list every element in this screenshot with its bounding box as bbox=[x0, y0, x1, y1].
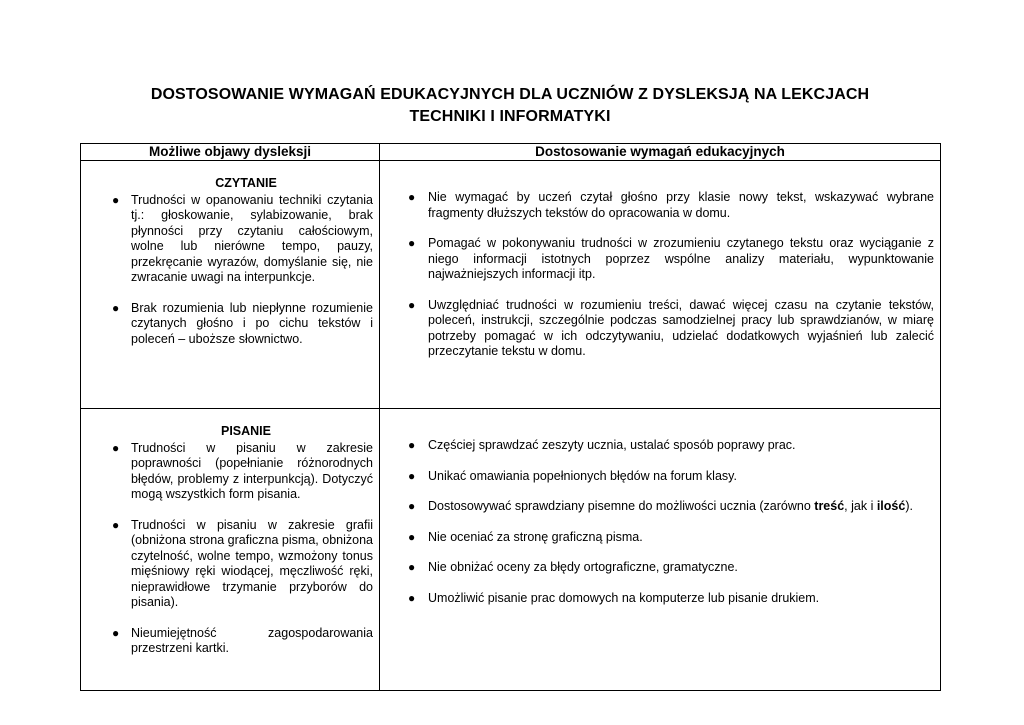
emphasis-content: treść bbox=[814, 499, 845, 513]
bullet-icon: ● bbox=[408, 468, 416, 483]
requirements-table bbox=[80, 143, 941, 691]
bullet-icon: ● bbox=[112, 192, 120, 207]
list-item: ● Trudności w pisaniu w zakresie grafii (obniżona strona graficzna pisma, obniżona czytelność, wolne tempo, wzmożony tonus mięśniowy ręki wiodącej, męczliwość ręki, nieprawidłowe trzymanie przyborów do pisania). bbox=[112, 517, 373, 609]
document-title bbox=[80, 84, 940, 128]
table-row-writing bbox=[81, 409, 941, 691]
reading-adjustments-cell bbox=[380, 161, 941, 409]
bullet-icon: ● bbox=[408, 560, 416, 574]
table-header-row bbox=[81, 144, 941, 161]
title-line-1: DOSTOSOWANIE WYMAGAŃ EDUKACYJNYCH DLA UCZNIÓW Z DYSLEKSJĄ NA LEKCJACH bbox=[150, 86, 870, 103]
bullet-icon: ● bbox=[112, 625, 120, 640]
writing-symptoms-list bbox=[89, 441, 373, 657]
bullet-icon: ● bbox=[408, 590, 416, 605]
bullet-icon: ● bbox=[408, 297, 416, 312]
bullet-icon: ● bbox=[112, 440, 120, 455]
bullet-icon: ● bbox=[408, 438, 416, 452]
bullet-icon: ● bbox=[112, 300, 120, 315]
bullet-icon: ● bbox=[112, 517, 120, 532]
list-item: ● Nieumiejętność zagospodarowania przestrzeni kartki. bbox=[112, 625, 373, 655]
list-item: ● Brak rozumienia lub niepłynne rozumienie czytanych głośno i po cichu tekstów i poleceń – uboższe słownictwo. bbox=[112, 300, 373, 346]
list-item: ● Nie wymagać by uczeń czytał głośno przy klasie nowy tekst, wskazywać wybrane fragmenty dłuższych tekstów do opracowania w domu. bbox=[408, 190, 934, 220]
reading-symptoms-cell bbox=[81, 161, 380, 409]
reading-adjustments-list bbox=[392, 190, 934, 360]
list-item: ● Unikać omawiania popełnionych błędów na forum klasy. bbox=[408, 468, 737, 483]
list-item: ● Trudności w opanowaniu techniki czytania tj.: głoskowanie, sylabizowanie, brak płynności przy czytaniu całościowym, wolne lub nierówne tempo, pauzy, przekręcanie wyrazów, domyślanie się, nie zwracanie uwagi na interpunkcje. bbox=[112, 192, 373, 284]
list-item: ● Nie oceniać za stronę graficzną pisma. bbox=[408, 529, 643, 544]
writing-section-title: PISANIE bbox=[220, 424, 271, 438]
list-item: ● Uwzględniać trudności w rozumieniu treści, dawać więcej czasu na czytanie tekstów, poleceń, instrukcji, szczególnie podczas samodzielnej pracy lub sprawdzianów, w miarę potrzeby pomagać w ich odczytywaniu, udzielać dodatkowych wyjaśnień lub zalecić przeczytanie tekstu w domu. bbox=[408, 297, 934, 358]
reading-symptoms-list bbox=[89, 193, 373, 348]
list-item: ● Nie obniżać oceny za błędy ortograficzne, gramatyczne. bbox=[408, 560, 738, 574]
reading-section-title: CZYTANIE bbox=[215, 176, 277, 190]
bullet-icon: ● bbox=[408, 236, 416, 250]
list-item: ● Trudności w pisaniu w zakresie poprawności (popełnianie różnorodnych błędów, problemy z interpunkcją). Dotyczyć mogą wszystkich form pisania. bbox=[112, 440, 373, 501]
header-symptoms: Możliwe objawy dysleksji bbox=[81, 144, 380, 161]
writing-adjustments-cell bbox=[380, 409, 941, 691]
writing-adjustments-list bbox=[392, 438, 934, 606]
table-row-reading bbox=[81, 161, 941, 409]
writing-symptoms-cell bbox=[81, 409, 380, 691]
list-item: ● Umożliwić pisanie prac domowych na komputerze lub pisanie drukiem. bbox=[408, 590, 820, 605]
list-item: ● Dostosowywać sprawdziany pisemne do możliwości ucznia (zarówno treść, jak i ilość). bbox=[408, 499, 913, 513]
list-item: ● Pomagać w pokonywaniu trudności w zrozumieniu czytanego tekstu oraz wyciąganie z niego informacji istotnych poprzez wspólne analizy materiału, wypunktowanie najważniejszych informacji itp. bbox=[408, 236, 934, 281]
emphasis-quantity: ilość bbox=[876, 499, 906, 513]
title-line-2: TECHNIKI I INFORMATYKI bbox=[409, 108, 611, 125]
bullet-icon: ● bbox=[408, 529, 416, 544]
bullet-icon: ● bbox=[408, 499, 416, 513]
list-item: ● Częściej sprawdzać zeszyty ucznia, ustalać sposób poprawy prac. bbox=[408, 438, 796, 452]
bullet-icon: ● bbox=[408, 190, 416, 204]
header-adjustments: Dostosowanie wymagań edukacyjnych bbox=[380, 144, 941, 161]
